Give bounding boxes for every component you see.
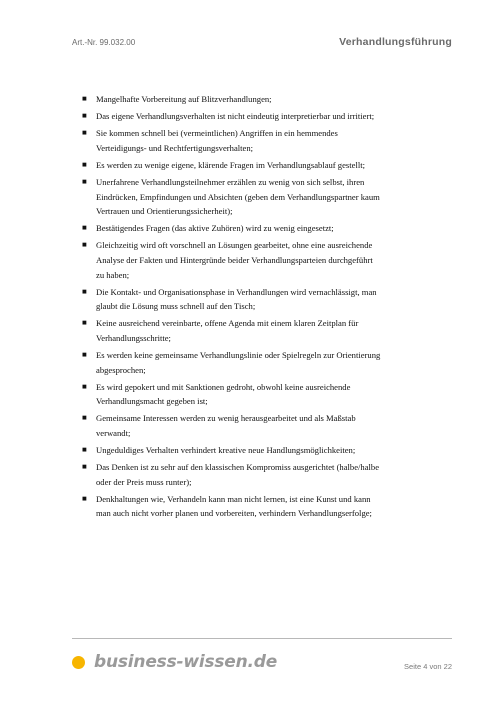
list-item	[82, 285, 382, 314]
list-item	[82, 92, 382, 107]
bullet-icon: ■	[82, 445, 87, 455]
list-item	[82, 221, 382, 236]
bullet-icon: ■	[82, 128, 87, 138]
list-item-text: Sie kommen schnell bei (vermeintlichen) Angriffen in ein hemmendes Verteidigungs- und Rechtfertigungsverhalten;	[96, 128, 338, 153]
bullet-icon: ■	[82, 94, 87, 103]
page-header	[72, 36, 452, 50]
list-item	[82, 411, 382, 440]
document-title: Verhandlungsführung	[339, 36, 452, 48]
article-number: Art.-Nr. 99.032.00	[72, 38, 136, 47]
list-item-text: Das eigene Verhandlungsverhalten ist nicht eindeutig interpretierbar und irritiert;	[96, 111, 375, 122]
list-item-text: Es werden zu wenige eigene, klärende Fragen im Verhandlungsablauf gestellt;	[96, 159, 366, 170]
list-item-text: Gleichzeitig wird oft vorschnell an Lösungen gearbeitet, ohne eine ausreichende Analyse der Fakten und Hintergründe beider Verhandlungsparteien durchgeführt zu haben;	[96, 240, 373, 280]
list-item-text: Bestätigendes Fragen (das aktive Zuhören) wird zu wenig eingesetzt;	[96, 223, 334, 234]
bullet-icon: ■	[82, 240, 87, 250]
bullet-list	[82, 92, 382, 524]
bullet-icon: ■	[82, 413, 87, 423]
list-item-text: Gemeinsame Interessen werden zu wenig herausgearbeitet und als Maßstab verwandt;	[96, 413, 356, 438]
bullet-icon: ■	[82, 381, 87, 391]
list-item	[82, 158, 382, 173]
list-item	[82, 348, 382, 377]
bullet-icon: ■	[82, 318, 87, 328]
list-item	[82, 460, 382, 489]
list-item	[82, 443, 382, 458]
bullet-icon: ■	[82, 223, 87, 233]
bullet-icon: ■	[82, 493, 87, 503]
page-number: Seite 4 von 22	[404, 662, 452, 671]
logo[interactable]	[72, 652, 277, 672]
bullet-icon: ■	[82, 176, 87, 186]
list-item	[82, 109, 382, 124]
list-item-text: Das Denken ist zu sehr auf den klassischen Kompromiss ausgerichtet (halbe/halbe oder der Preis muss runter);	[96, 462, 380, 487]
list-item	[82, 175, 382, 219]
list-item-text: Denkhaltungen wie, Verhandeln kann man nicht lernen, ist eine Kunst und kann man auch nicht vorher planen und vorbereiten, verhindern Verhandlungserfolge;	[96, 493, 372, 519]
footer-divider	[72, 638, 452, 639]
list-item-text: Ungeduldiges Verhalten verhindert kreative neue Handlungsmöglichkeiten;	[96, 445, 356, 456]
bullet-icon: ■	[82, 286, 87, 296]
list-item-text: Mangelhafte Vorbereitung auf Blitzverhandlungen;	[96, 94, 272, 104]
bullet-icon: ■	[82, 111, 87, 121]
list-item	[82, 126, 382, 155]
list-item	[82, 316, 382, 345]
logo-dot-icon	[72, 656, 85, 669]
bullet-icon: ■	[82, 350, 87, 359]
list-item	[82, 380, 382, 409]
bullet-icon: ■	[82, 159, 87, 169]
list-item-text: Es wird gepokert und mit Sanktionen gedroht, obwohl keine ausreichende Verhandlungsmacht gegeben ist;	[96, 381, 351, 407]
list-item	[82, 492, 382, 521]
list-item	[82, 238, 382, 282]
list-item-text: Keine ausreichend vereinbarte, offene Agenda mit einem klaren Zeitplan für Verhandlungsschritte;	[96, 318, 359, 343]
list-item-text: Die Kontakt- und Organisationsphase in Verhandlungen wird vernachlässigt, man glaubt die Lösung muss schnell auf den Tisch;	[96, 286, 377, 312]
list-item-text: Unerfahrene Verhandlungsteilnehmer erzählen zu wenig von sich selbst, ihren Eindrücken, Empfindungen und Absichten (geben dem Verhandlungspartner kaum Vertrauen und Orientierungssicherheit);	[96, 176, 380, 217]
logo-text: business-wissen.de	[94, 652, 278, 672]
list-item-text: Es werden keine gemeinsame Verhandlungslinie oder Spielregeln zur Orientierung abgesprochen;	[96, 350, 381, 375]
bullet-icon: ■	[82, 462, 87, 472]
